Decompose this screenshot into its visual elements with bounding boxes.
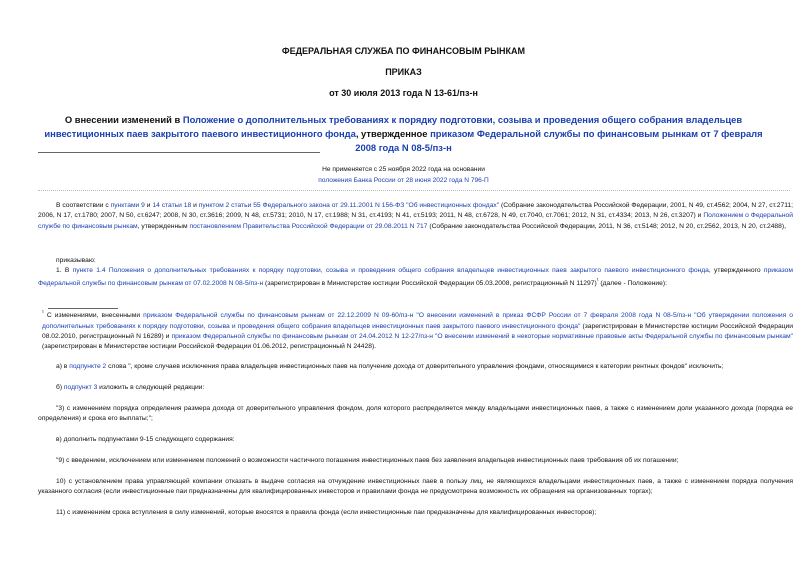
title-link-regulation[interactable]: Положение о дополнительных требованиях к порядку подготовки, созыва и проведения общего собрания владельцев инвестиционных паев закрытого паевого инвестиционного фонда [44, 114, 743, 139]
text-segment: и [144, 202, 153, 209]
paragraph-quote-11: 11) с изменением срока вступления в силу изменений, которые вносятся в правила фонда (если инвестиционные паи предназначены для квалифицированных инвесторов); [56, 509, 597, 516]
inline-link[interactable]: постановлением Правительства Российской Федерации от 29.08.2011 N 717 [189, 222, 428, 230]
agency-heading: ФЕДЕРАЛЬНАЯ СЛУЖБА ПО ФИНАНСОВЫМ РЫНКАМ [281, 46, 526, 56]
title-divider [38, 152, 320, 153]
paragraph-a [38, 362, 793, 372]
text-segment: В соответствии с [56, 202, 111, 209]
text-segment: 1. В [56, 267, 73, 274]
paragraph-item-1 [38, 266, 793, 290]
text-segment: (далее - Положение): [598, 280, 667, 288]
footnote [42, 308, 793, 353]
text-segment: С изменениями, внесенными [43, 312, 144, 320]
text-segment: и [191, 202, 199, 209]
title-link-order[interactable]: приказом Федеральной службы по финансовым рынкам от 7 февраля 2008 года N 08-5/пз-н [355, 128, 763, 153]
paragraph-order-word: приказываю: [56, 257, 96, 264]
inline-link[interactable]: пунктами 9 [110, 202, 145, 209]
footnote-marker: ¹ [42, 310, 44, 316]
paragraph-basis [38, 201, 793, 232]
notice-line-2 [0, 175, 807, 186]
inline-link[interactable]: приказом Федеральной службы по финансовым рынкам от 22.12.2009 N 09-60/пз-н "О внесении изменений в приказ ФСФР России от 7 февраля 2008 года N 08-5/пз-н "Об утверждении положения о дополнительных требованиях к порядку подготовки, созыва и проведения общего собрания владельцев инвестиционных паев закрытого паевого инвестиционного фонда" [42, 312, 793, 330]
inline-link[interactable]: подпункте 2 [69, 363, 107, 370]
paragraph-quote-9: "9) с введением, исключением или изменением положений о возможности частичного погашения инвестиционных паев без заявления владельцев инвестиционных паев требования об их погашении; [56, 457, 679, 464]
text-segment: (зарегистрирован в Министерстве юстиции Российской Федерации 05.03.2008, регистрационный N 11297) [263, 280, 597, 288]
text-segment: изложить в следующей редакции: [97, 384, 205, 391]
paragraph-v: в) дополнить подпунктами 9-15 следующего содержания: [56, 436, 235, 443]
footnote-marker: ¹ [596, 278, 599, 285]
text-segment: (Собрание законодательства Российской Федерации, 2001, N 49, ст.4562; 2004, N 27, ст.2711; 2006, N 17, ст.1780; 2007, N 50, ст.6247; 2008, N 30, ст.3616; 2009, N 48, ст.5731; 2010, N 17, ст.1988; N 31, ст.4193; N 41, ст.5193; 2011, N 48, ст.6728, N 49, ст.7040, ст.7061; 2012, N 31, ст.4334; 2013, N 26, ст.3207) и [38, 202, 794, 220]
inline-link[interactable]: 14 статьи 18 [152, 202, 192, 209]
doc-type-heading: ПРИКАЗ [385, 67, 422, 77]
notice-link[interactable]: положения Банка России от 28 июня 2022 года N 796-П [318, 177, 489, 184]
date-number-heading: от 30 июля 2013 года N 13-61/пз-н [329, 88, 478, 98]
text-segment: (Собрание законодательства Российской Федерации, 2011, N 36, ст.5148; 2012, N 20, ст.2562, 2013, N 20, ст.2488), [427, 222, 786, 230]
title-middle: , утвержденное [355, 128, 431, 139]
text-segment: б) [56, 384, 64, 391]
paragraph-quote-10: 10) с установлением права управляющей компании отказать в выдаче согласия на отчуждение инвестиционных паев в пользу лиц, не являющихся владельцами инвестиционных паев, а также с изменением порядка получения указанного согласия (если инвестиционные паи предназначены для квалифицированных инвесторов и правилами фонда не предусмотрена возможность их обращения на организованных торгах); [38, 478, 793, 496]
inline-link[interactable]: приказом Федеральной службы по финансовым рынкам от 24.04.2012 N 12-27/пз-н "О внесении изменений в некоторые нормативные правовые акты Федеральной службы по финансовым рынкам" [171, 333, 793, 341]
text-segment: (зарегистрирован в Министерстве юстиции Российской Федерации 08.02.2010, регистрационный N 16289) и [42, 322, 794, 341]
notice-divider [38, 190, 790, 191]
document-title [40, 113, 767, 155]
title-prefix: О внесении изменений в [64, 114, 183, 125]
text-segment: (зарегистрирован в Министерстве юстиции Российской Федерации 01.06.2012, регистрационный N 24428). [42, 343, 377, 351]
inline-link[interactable]: Положением о Федеральной службе по финансовым рынкам [38, 212, 794, 230]
text-segment: , утвержденным [137, 222, 190, 230]
text-segment: , утвержденного [708, 267, 764, 274]
text-segment: а) в [56, 363, 70, 370]
paragraph-b [38, 383, 793, 393]
paragraph-quote-3: "3) с изменением порядка определения размера дохода от доверительного управления фондом, доля которого распределяется между владельцами инвестиционных паев, а также с изменением доли указанного дохода (порядка ее определения) и срока его выплаты;"; [38, 405, 793, 423]
inline-link[interactable]: пунктом 2 статьи 55 Федерального закона от 29.11.2001 N 156-ФЗ "Об инвестиционных фондах" [198, 202, 500, 209]
text-segment: слова ", кроме случаев исключения права владельцев инвестиционных паев на получение дохода от доверительного управления фондами, относящимися к категории рентных фондов" исключить; [106, 363, 724, 370]
inline-link[interactable]: подпункт 3 [63, 384, 98, 391]
inline-link[interactable]: пункте 1.4 Положения о дополнительных требованиях к порядку подготовки, созыва и проведения общего собрания владельцев инвестиционных паев закрытого паевого инвестиционного фонда [72, 267, 709, 274]
notice-line-1: Не применяется с 25 ноября 2022 года на основании [322, 166, 485, 173]
inline-link[interactable]: приказом Федеральной службы по финансовым рынкам от 07.02.2008 N 08-5/пз-н [38, 267, 793, 288]
